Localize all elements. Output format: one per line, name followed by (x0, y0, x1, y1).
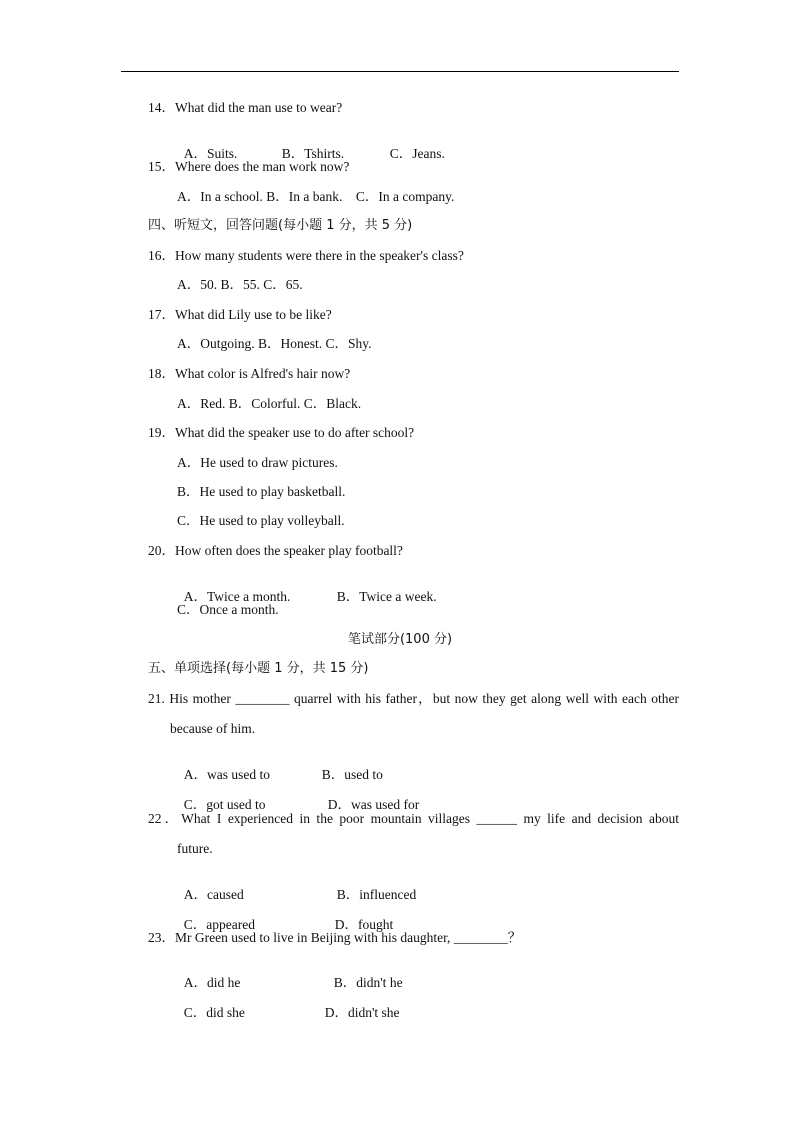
question-16-options: A．50. B．55. C．65. (177, 277, 303, 292)
question-14-options (177, 130, 445, 162)
question-20-stem: 20．How often does the speaker play football? (148, 543, 403, 558)
question-21-continuation: because of him. (170, 721, 256, 736)
option-c: C．appeared (183, 917, 255, 932)
option-d: D．fought (334, 917, 394, 932)
question-22-options-ab (177, 871, 416, 903)
option-a: A．caused (183, 887, 244, 902)
option-c: C．did she (183, 1005, 245, 1020)
question-17-stem: 17．What did Lily use to be like? (148, 307, 332, 322)
question-20-options-ab (177, 573, 437, 605)
option-b: B．Twice a week. (336, 589, 437, 604)
question-22-stem: 22．What I experienced in the poor mountain villages ______ my life and decision about (148, 811, 679, 826)
option-d: D．didn't she (324, 1005, 400, 1020)
question-20-option-c: C．Once a month. (177, 602, 279, 617)
question-21-stem: 21. His mother ________ quarrel with his father，but now they get along well with each other (148, 691, 679, 706)
option-a: A．Twice a month. (183, 589, 291, 604)
question-22-continuation: future. (177, 841, 213, 856)
option-b: B．influenced (336, 887, 417, 902)
question-19-option-c: C．He used to play volleyball. (177, 513, 345, 528)
option-b: B．didn't he (333, 975, 403, 990)
question-21-options-ab (177, 751, 383, 783)
option-b: B．Tshirts. (281, 146, 345, 161)
question-19-stem: 19．What did the speaker use to do after school? (148, 425, 415, 440)
option-d: D．was used for (327, 797, 420, 812)
question-17-options: A．Outgoing. B．Honest. C．Shy. (177, 336, 372, 351)
option-a: A．Suits. (183, 146, 238, 161)
question-18-stem: 18．What color is Alfred's hair now? (148, 366, 351, 381)
question-22-options-cd (177, 901, 393, 933)
question-23-options-ab (177, 959, 403, 991)
option-c: C．got used to (183, 797, 266, 812)
question-23-stem: 23．Mr Green used to live in Beijing with his daughter, ________？ (148, 930, 522, 945)
question-15-options: A．In a school. B．In a bank. C．In a company. (177, 189, 455, 204)
question-23-options-cd (177, 989, 400, 1021)
option-b: B．used to (321, 767, 383, 782)
header-rule (121, 71, 679, 72)
option-a: A．did he (183, 975, 241, 990)
question-18-options: A．Red. B．Colorful. C．Black. (177, 396, 362, 411)
question-14-stem: 14．What did the man use to wear? (148, 100, 343, 115)
option-c: C．Jeans. (389, 146, 445, 161)
question-19-option-a: A．He used to draw pictures. (177, 455, 338, 470)
question-21-options-cd (177, 781, 419, 813)
written-part-title: 笔试部分(100 分) (347, 632, 453, 647)
question-16-stem: 16．How many students were there in the speaker's class? (148, 248, 464, 263)
section-5-heading: 五、单项选择(每小题 1 分，共 15 分) (148, 661, 369, 676)
question-19-option-b: B．He used to play basketball. (177, 484, 346, 499)
question-15-stem: 15．Where does the man work now? (148, 159, 350, 174)
section-4-heading: 四、听短文，回答问题(每小题 1 分，共 5 分) (148, 218, 413, 233)
option-a: A．was used to (183, 767, 270, 782)
